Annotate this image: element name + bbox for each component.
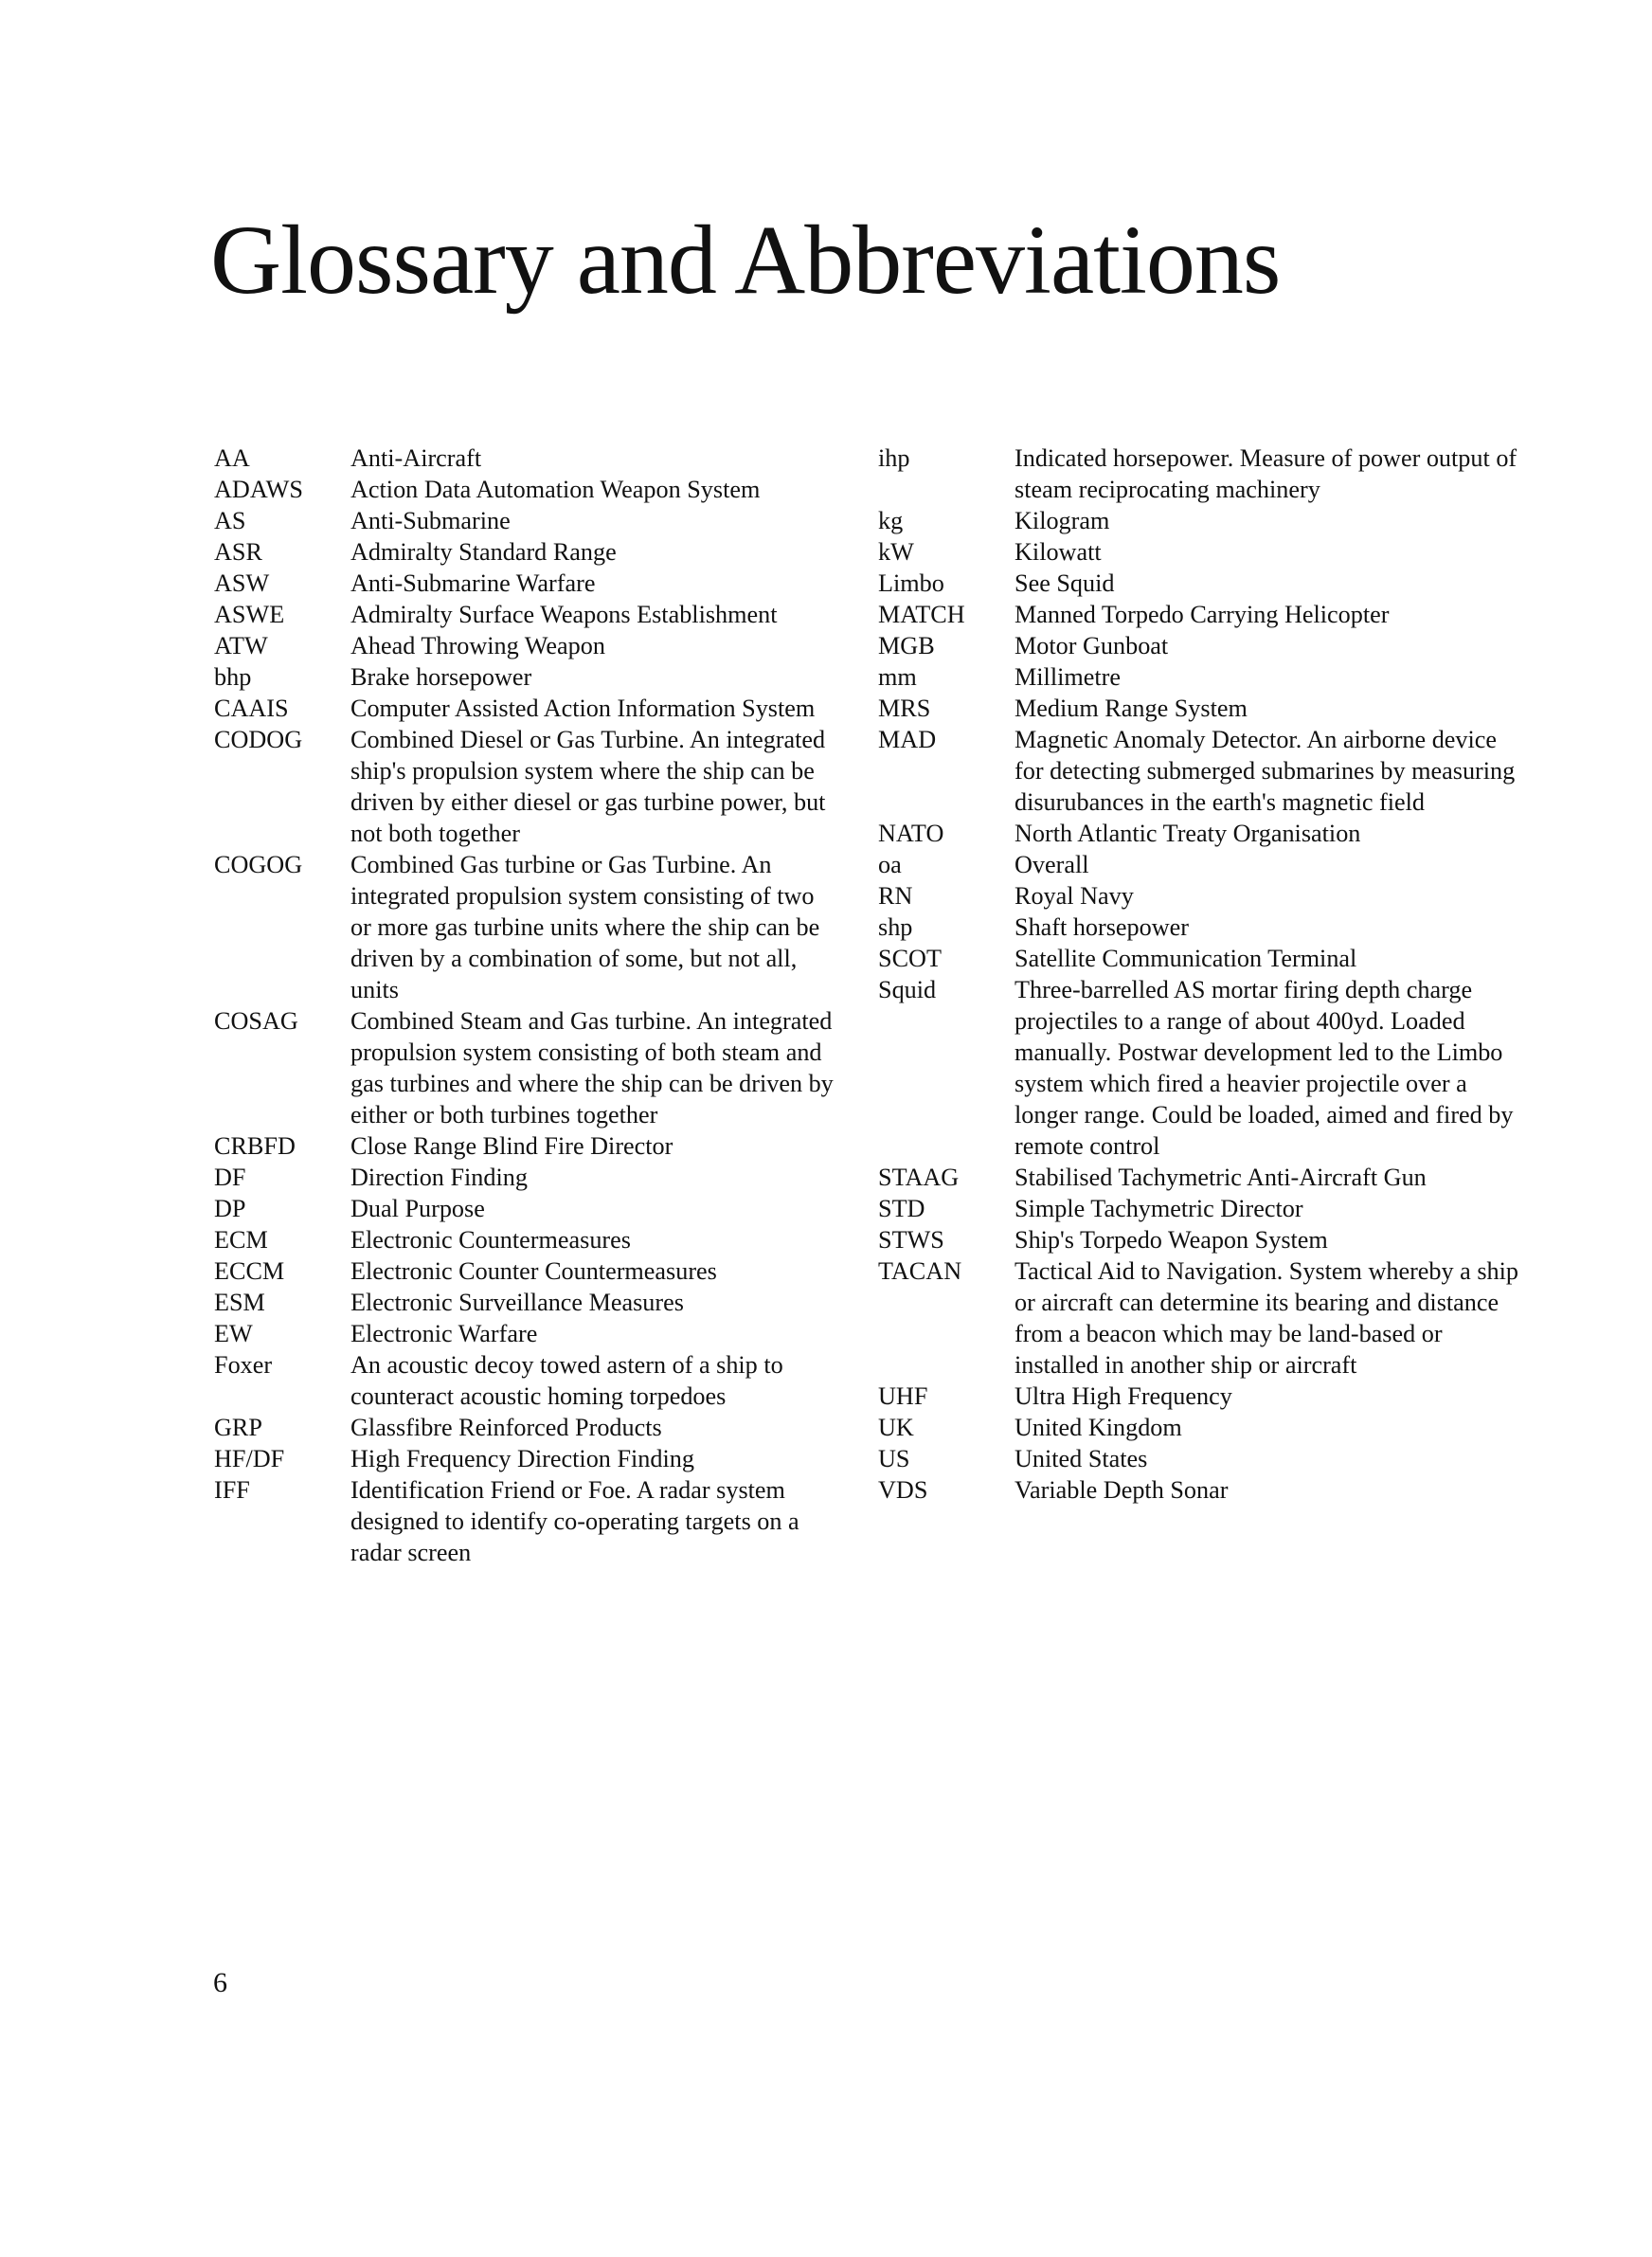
glossary-definition: Combined Steam and Gas turbine. An integrated propulsion system consisting of both steam and gas turbines and where the ship can be driven by either or both turbines together bbox=[350, 1007, 834, 1128]
glossary-definition: Tactical Aid to Navigation. System whereby a ship or aircraft can determine its bearing and distance from a beacon which may be land-based or installed in another ship or aircraft bbox=[1015, 1257, 1518, 1379]
glossary-entry bbox=[878, 1443, 1527, 1474]
glossary-term: UK bbox=[878, 1414, 914, 1441]
glossary-definition: Ahead Throwing Weapon bbox=[350, 632, 605, 659]
glossary-definition: United States bbox=[1015, 1445, 1148, 1472]
glossary-entry bbox=[878, 1474, 1527, 1506]
glossary-entry bbox=[878, 974, 1527, 1162]
glossary-definition: Millimetre bbox=[1015, 663, 1122, 691]
glossary-entry bbox=[878, 505, 1527, 536]
glossary-definition: See Squid bbox=[1015, 569, 1115, 597]
glossary-definition: An acoustic decoy towed astern of a ship to counteract acoustic homing torpedoes bbox=[350, 1351, 783, 1410]
glossary-term: ATW bbox=[214, 632, 268, 659]
glossary-term: STD bbox=[878, 1195, 925, 1222]
glossary-entry bbox=[214, 1005, 839, 1130]
glossary-definition: Anti-Submarine Warfare bbox=[350, 569, 596, 597]
glossary-entry bbox=[214, 1318, 839, 1349]
glossary-definition: Combined Diesel or Gas Turbine. An integrated ship's propulsion system where the ship can be driven by either diesel or gas turbine power, but not both together bbox=[350, 726, 826, 847]
glossary-term: ihp bbox=[878, 444, 910, 472]
glossary-term: TACAN bbox=[878, 1257, 962, 1285]
glossary-definition: Manned Torpedo Carrying Helicopter bbox=[1015, 601, 1390, 628]
glossary-term: ECCM bbox=[214, 1257, 285, 1285]
glossary-entry bbox=[214, 536, 839, 568]
glossary-entry bbox=[214, 1130, 839, 1162]
glossary-definition: Stabilised Tachymetric Anti-Aircraft Gun bbox=[1015, 1164, 1427, 1191]
glossary-term: ASR bbox=[214, 538, 262, 566]
glossary-entry bbox=[214, 1474, 839, 1568]
glossary-entry bbox=[878, 1224, 1527, 1255]
glossary-definition: Glassfibre Reinforced Products bbox=[350, 1414, 662, 1441]
glossary-entry bbox=[878, 943, 1527, 974]
glossary-definition: Ultra High Frequency bbox=[1015, 1382, 1232, 1410]
glossary-entry bbox=[878, 849, 1527, 880]
glossary-entry bbox=[214, 1255, 839, 1287]
glossary-term: CRBFD bbox=[214, 1132, 296, 1160]
glossary-definition: Combined Gas turbine or Gas Turbine. An integrated propulsion system consisting of two or more gas turbine units where the ship can be driven by a combination of some, but not all, units bbox=[350, 851, 820, 1003]
glossary-term: AS bbox=[214, 507, 246, 534]
glossary-definition: Shaft horsepower bbox=[1015, 913, 1189, 941]
glossary-term: VDS bbox=[878, 1476, 928, 1504]
glossary-term: RN bbox=[878, 882, 913, 910]
glossary-term: mm bbox=[878, 663, 917, 691]
glossary-term: ESM bbox=[214, 1289, 265, 1316]
glossary-entry bbox=[878, 1162, 1527, 1193]
glossary-entry bbox=[878, 1193, 1527, 1224]
glossary-definition: Action Data Automation Weapon System bbox=[350, 476, 761, 503]
glossary-entry bbox=[214, 599, 839, 630]
glossary-definition: Computer Assisted Action Information System bbox=[350, 695, 816, 722]
glossary-entry bbox=[214, 1162, 839, 1193]
glossary-term: oa bbox=[878, 851, 902, 878]
glossary-column-right bbox=[878, 442, 1527, 1506]
glossary-term: SCOT bbox=[878, 945, 942, 972]
glossary-term: Squid bbox=[878, 976, 937, 1003]
glossary-term: DF bbox=[214, 1164, 246, 1191]
glossary-entry bbox=[878, 599, 1527, 630]
glossary-entry bbox=[878, 818, 1527, 849]
glossary-term: Limbo bbox=[878, 569, 944, 597]
glossary-definition: Electronic Countermeasures bbox=[350, 1226, 631, 1254]
glossary-definition: North Atlantic Treaty Organisation bbox=[1015, 820, 1361, 847]
glossary-entry bbox=[878, 630, 1527, 661]
glossary-term: COSAG bbox=[214, 1007, 298, 1035]
glossary-definition: Variable Depth Sonar bbox=[1015, 1476, 1229, 1504]
glossary-definition: Indicated horsepower. Measure of power output of steam reciprocating machinery bbox=[1015, 444, 1517, 503]
glossary-entry bbox=[878, 1255, 1527, 1381]
glossary-entry bbox=[214, 442, 839, 474]
glossary-entry bbox=[878, 1412, 1527, 1443]
glossary-entry bbox=[214, 1443, 839, 1474]
glossary-term: ASW bbox=[214, 569, 270, 597]
glossary-definition: Magnetic Anomaly Detector. An airborne device for detecting submerged submarines by measuring disurubances in the earth's magnetic field bbox=[1015, 726, 1516, 816]
glossary-term: ECM bbox=[214, 1226, 268, 1254]
glossary-entry bbox=[214, 693, 839, 724]
glossary-entry bbox=[878, 661, 1527, 693]
glossary-term: CODOG bbox=[214, 726, 303, 753]
glossary-entry bbox=[214, 505, 839, 536]
glossary-term: COGOG bbox=[214, 851, 303, 878]
glossary-entry bbox=[214, 849, 839, 1005]
glossary-entry bbox=[878, 442, 1527, 505]
glossary-entry bbox=[878, 536, 1527, 568]
glossary-term: UHF bbox=[878, 1382, 928, 1410]
glossary-entry bbox=[214, 1224, 839, 1255]
glossary-definition: Direction Finding bbox=[350, 1164, 528, 1191]
glossary-term: STAAG bbox=[878, 1164, 960, 1191]
glossary-definition: Motor Gunboat bbox=[1015, 632, 1169, 659]
glossary-definition: Kilowatt bbox=[1015, 538, 1102, 566]
glossary-entry bbox=[214, 661, 839, 693]
glossary-definition: Ship's Torpedo Weapon System bbox=[1015, 1226, 1328, 1254]
glossary-term: MGB bbox=[878, 632, 935, 659]
glossary-term: EW bbox=[214, 1320, 253, 1347]
glossary-entry bbox=[214, 1349, 839, 1412]
glossary-term: Foxer bbox=[214, 1351, 273, 1379]
glossary-entry bbox=[878, 1381, 1527, 1412]
page-title: Glossary and Abbreviations bbox=[210, 206, 1281, 315]
glossary-entry bbox=[878, 880, 1527, 912]
glossary-term: STWS bbox=[878, 1226, 944, 1254]
glossary-term: MRS bbox=[878, 695, 931, 722]
glossary-definition: Simple Tachymetric Director bbox=[1015, 1195, 1303, 1222]
glossary-entry bbox=[878, 724, 1527, 818]
glossary-term: kW bbox=[878, 538, 914, 566]
glossary-definition: Anti-Submarine bbox=[350, 507, 511, 534]
glossary-definition: Anti-Aircraft bbox=[350, 444, 482, 472]
glossary-entry bbox=[214, 1193, 839, 1224]
glossary-term: DP bbox=[214, 1195, 246, 1222]
glossary-definition: High Frequency Direction Finding bbox=[350, 1445, 694, 1472]
glossary-definition: Close Range Blind Fire Director bbox=[350, 1132, 673, 1160]
glossary-entry bbox=[878, 568, 1527, 599]
glossary-entry bbox=[214, 474, 839, 505]
glossary-entry bbox=[214, 1287, 839, 1318]
glossary-term: MAD bbox=[878, 726, 937, 753]
glossary-term: HF/DF bbox=[214, 1445, 285, 1472]
glossary-definition: Electronic Counter Countermeasures bbox=[350, 1257, 717, 1285]
glossary-entry bbox=[878, 912, 1527, 943]
glossary-entry bbox=[214, 1412, 839, 1443]
glossary-term: kg bbox=[878, 507, 904, 534]
glossary-definition: Admiralty Standard Range bbox=[350, 538, 617, 566]
glossary-term: US bbox=[878, 1445, 910, 1472]
glossary-definition: Satellite Communication Terminal bbox=[1015, 945, 1357, 972]
glossary-definition: Electronic Warfare bbox=[350, 1320, 538, 1347]
glossary-term: GRP bbox=[214, 1414, 262, 1441]
glossary-term: ASWE bbox=[214, 601, 285, 628]
glossary-entry bbox=[214, 630, 839, 661]
glossary-term: NATO bbox=[878, 820, 944, 847]
glossary-definition: Three-barrelled AS mortar firing depth charge projectiles to a range of about 400yd. Loaded manually. Postwar development led to the Limbo system which fired a heavier projectile over a longer range. Could be loaded, aimed and fired by remote control bbox=[1015, 976, 1514, 1160]
glossary-definition: United Kingdom bbox=[1015, 1414, 1182, 1441]
glossary-term: ADAWS bbox=[214, 476, 303, 503]
glossary-term: shp bbox=[878, 913, 913, 941]
glossary-definition: Brake horsepower bbox=[350, 663, 532, 691]
glossary-definition: Identification Friend or Foe. A radar system designed to identify co-operating targets on a radar screen bbox=[350, 1476, 799, 1566]
glossary-entry bbox=[214, 724, 839, 849]
glossary-definition: Admiralty Surface Weapons Establishment bbox=[350, 601, 778, 628]
glossary-term: MATCH bbox=[878, 601, 965, 628]
glossary-entry bbox=[214, 568, 839, 599]
glossary-entry bbox=[878, 693, 1527, 724]
glossary-definition: Dual Purpose bbox=[350, 1195, 485, 1222]
glossary-definition: Overall bbox=[1015, 851, 1089, 878]
glossary-definition: Kilogram bbox=[1015, 507, 1110, 534]
glossary-definition: Electronic Surveillance Measures bbox=[350, 1289, 684, 1316]
glossary-definition: Royal Navy bbox=[1015, 882, 1134, 910]
glossary-definition: Medium Range System bbox=[1015, 695, 1248, 722]
glossary-column-left bbox=[214, 442, 839, 1568]
page-number: 6 bbox=[213, 1967, 227, 1998]
glossary-term: AA bbox=[214, 444, 250, 472]
glossary-term: bhp bbox=[214, 663, 252, 691]
glossary-term: CAAIS bbox=[214, 695, 289, 722]
glossary-term: IFF bbox=[214, 1476, 250, 1504]
